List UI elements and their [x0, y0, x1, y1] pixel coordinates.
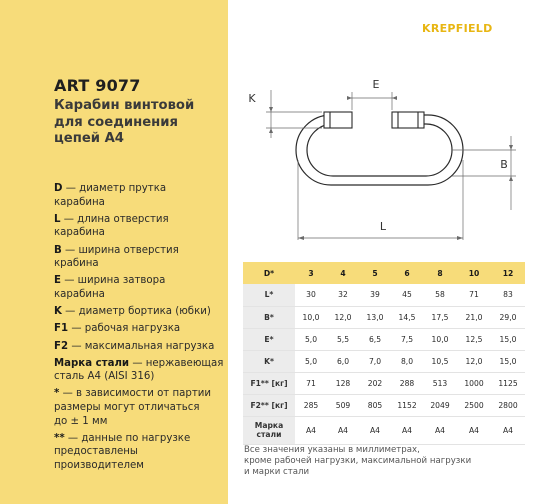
- title-line: Карабин винтовой: [54, 98, 195, 113]
- value-cell: А4: [391, 416, 423, 444]
- row-label-cell: B*: [243, 306, 295, 328]
- definition-item: [54, 182, 226, 209]
- row-label-cell: L*: [243, 284, 295, 306]
- value-cell: 1000: [457, 372, 491, 394]
- note-line: Все значения указаны в миллиметрах,: [244, 445, 420, 455]
- definition-line: [54, 226, 226, 240]
- value-cell: 14,5: [391, 306, 423, 328]
- definition-text: — нержавеющая: [132, 357, 224, 369]
- definition-text: — ширина отверстия: [65, 244, 179, 256]
- definition-item: [54, 387, 226, 428]
- definition-item: [54, 274, 226, 301]
- header-size-cell: 3: [295, 262, 327, 284]
- definition-term: K: [54, 306, 62, 318]
- header-size-cell: 4: [327, 262, 359, 284]
- title-line: цепей А4: [54, 131, 124, 146]
- definition-line: [54, 322, 226, 336]
- value-cell: 2500: [457, 394, 491, 416]
- definition-term: Марка стали: [54, 357, 130, 369]
- carabiner-drawing: [238, 70, 538, 255]
- definition-line: [54, 432, 226, 446]
- header-size-cell: 8: [423, 262, 457, 284]
- value-cell: 513: [423, 372, 457, 394]
- definition-item: [54, 305, 226, 319]
- value-cell: 30: [295, 284, 327, 306]
- value-cell: 71: [295, 372, 327, 394]
- row-label-cell: E*: [243, 328, 295, 350]
- definition-text: — диаметр бортика (юбки): [65, 306, 211, 318]
- header-size-cell: 10: [457, 262, 491, 284]
- table-header-row: [243, 262, 525, 284]
- definition-term: D: [54, 183, 63, 194]
- definition-term: F2: [54, 340, 69, 352]
- definition-line: [54, 182, 226, 196]
- value-cell: 71: [457, 284, 491, 306]
- definition-text: размеры могут отличаться: [54, 402, 200, 414]
- note-line: кроме рабочей нагрузки, максимальной нагрузки: [244, 456, 472, 467]
- value-cell: 12,0: [457, 350, 491, 372]
- value-cell: 128: [327, 372, 359, 394]
- definition-line: [54, 213, 226, 227]
- definition-item: [54, 213, 226, 240]
- row-label-cell: F2** [кг]: [243, 394, 295, 416]
- table-row: [243, 394, 525, 416]
- row-label-cell: K*: [243, 350, 295, 372]
- value-cell: 1152: [391, 394, 423, 416]
- product-title: [54, 98, 226, 148]
- value-cell: 12,0: [327, 306, 359, 328]
- value-cell: 12,5: [457, 328, 491, 350]
- definition-text: — длина отверстия: [63, 213, 169, 225]
- header-label-cell: D*: [243, 262, 295, 284]
- value-cell: 5,0: [295, 328, 327, 350]
- value-cell: 202: [359, 372, 391, 394]
- specs-table: [243, 262, 525, 445]
- value-cell: 10,0: [295, 306, 327, 328]
- value-cell: А4: [423, 416, 457, 444]
- definition-line: [54, 288, 226, 302]
- dimension-label-e: E: [372, 78, 380, 91]
- value-cell: 39: [359, 284, 391, 306]
- definition-term: **: [54, 432, 65, 444]
- value-cell: 509: [327, 394, 359, 416]
- gap-mask: [352, 110, 392, 128]
- definition-line: [54, 370, 226, 384]
- value-cell: 10,5: [423, 350, 457, 372]
- definition-text: — максимальная нагрузка: [71, 340, 215, 352]
- definition-item: [54, 357, 226, 384]
- definition-line: [54, 196, 226, 210]
- definition-item: [54, 322, 226, 336]
- title-line: для соединения: [54, 114, 178, 130]
- value-cell: 2049: [423, 394, 457, 416]
- definition-line: [54, 387, 226, 401]
- definition-text: карабина: [54, 288, 105, 300]
- units-note: [244, 445, 534, 479]
- carabiner-inner-outline: [307, 124, 452, 176]
- table-row: [243, 416, 525, 444]
- row-label-cell: Марка стали: [243, 416, 295, 444]
- definition-item: [54, 432, 226, 473]
- definition-text: карабина: [54, 227, 105, 239]
- definition-line: [54, 415, 226, 429]
- definition-text: крабина: [54, 258, 99, 270]
- value-cell: 10,0: [423, 328, 457, 350]
- definition-line: [54, 357, 226, 371]
- value-cell: 8,0: [391, 350, 423, 372]
- definition-line: [54, 257, 226, 271]
- header-size-cell: 5: [359, 262, 391, 284]
- value-cell: 7,5: [391, 328, 423, 350]
- definition-term: B: [54, 244, 62, 256]
- value-cell: А4: [359, 416, 391, 444]
- table-row: [243, 372, 525, 394]
- value-cell: А4: [491, 416, 525, 444]
- value-cell: 13,0: [359, 306, 391, 328]
- definition-line: [54, 459, 226, 473]
- value-cell: 6,5: [359, 328, 391, 350]
- value-cell: 285: [295, 394, 327, 416]
- value-cell: 83: [491, 284, 525, 306]
- value-cell: 288: [391, 372, 423, 394]
- definition-text: — рабочая нагрузка: [71, 323, 181, 335]
- definition-term: L: [54, 213, 61, 225]
- definition-text: производителем: [54, 460, 144, 472]
- value-cell: А4: [295, 416, 327, 444]
- value-cell: 32: [327, 284, 359, 306]
- value-cell: 21,0: [457, 306, 491, 328]
- value-cell: А4: [457, 416, 491, 444]
- value-cell: 2800: [491, 394, 525, 416]
- brand-logo: KREPFIELD: [422, 22, 493, 35]
- definition-line: [54, 305, 226, 319]
- value-cell: А4: [327, 416, 359, 444]
- table-row: [243, 328, 525, 350]
- header-size-cell: 6: [391, 262, 423, 284]
- definition-term: E: [54, 275, 61, 287]
- definition-term: F1: [54, 323, 69, 335]
- value-cell: 15,0: [491, 350, 525, 372]
- value-cell: 6,0: [327, 350, 359, 372]
- definition-line: [54, 445, 226, 459]
- definition-text: карабина: [54, 196, 105, 208]
- note-line: и марки стали: [244, 467, 310, 478]
- definition-text: — диаметр прутка: [65, 183, 167, 194]
- value-cell: 5,0: [295, 350, 327, 372]
- definition-line: [54, 340, 226, 354]
- value-cell: 45: [391, 284, 423, 306]
- yellow-info-panel: [0, 0, 228, 504]
- definition-text: предоставлены: [54, 446, 138, 458]
- definition-line: [54, 274, 226, 288]
- dimension-label-k: K: [248, 92, 256, 105]
- definition-text: — в зависимости от партии: [62, 388, 212, 400]
- dimension-label-b: B: [500, 158, 508, 171]
- value-cell: 15,0: [491, 328, 525, 350]
- table-row: [243, 350, 525, 372]
- row-label-cell: F1** [кг]: [243, 372, 295, 394]
- definition-line: [54, 244, 226, 258]
- definition-text: до ± 1 мм: [54, 415, 108, 427]
- definition-text: — ширина затвора: [64, 275, 166, 287]
- value-cell: 1125: [491, 372, 525, 394]
- definition-item: [54, 340, 226, 354]
- value-cell: 58: [423, 284, 457, 306]
- value-cell: 7,0: [359, 350, 391, 372]
- table-row: [243, 306, 525, 328]
- value-cell: 29,0: [491, 306, 525, 328]
- definitions-list: [54, 182, 226, 476]
- value-cell: 17,5: [423, 306, 457, 328]
- value-cell: 5,5: [327, 328, 359, 350]
- definition-text: — данные по нагрузке: [67, 432, 191, 444]
- definition-line: [54, 401, 226, 415]
- table-row: [243, 284, 525, 306]
- definition-item: [54, 244, 226, 271]
- definition-text: сталь А4 (AISI 316): [54, 371, 155, 383]
- dimension-label-l: L: [379, 220, 387, 233]
- definition-term: *: [54, 388, 60, 400]
- header-size-cell: 12: [491, 262, 525, 284]
- value-cell: 805: [359, 394, 391, 416]
- article-number: ART 9077: [54, 76, 141, 95]
